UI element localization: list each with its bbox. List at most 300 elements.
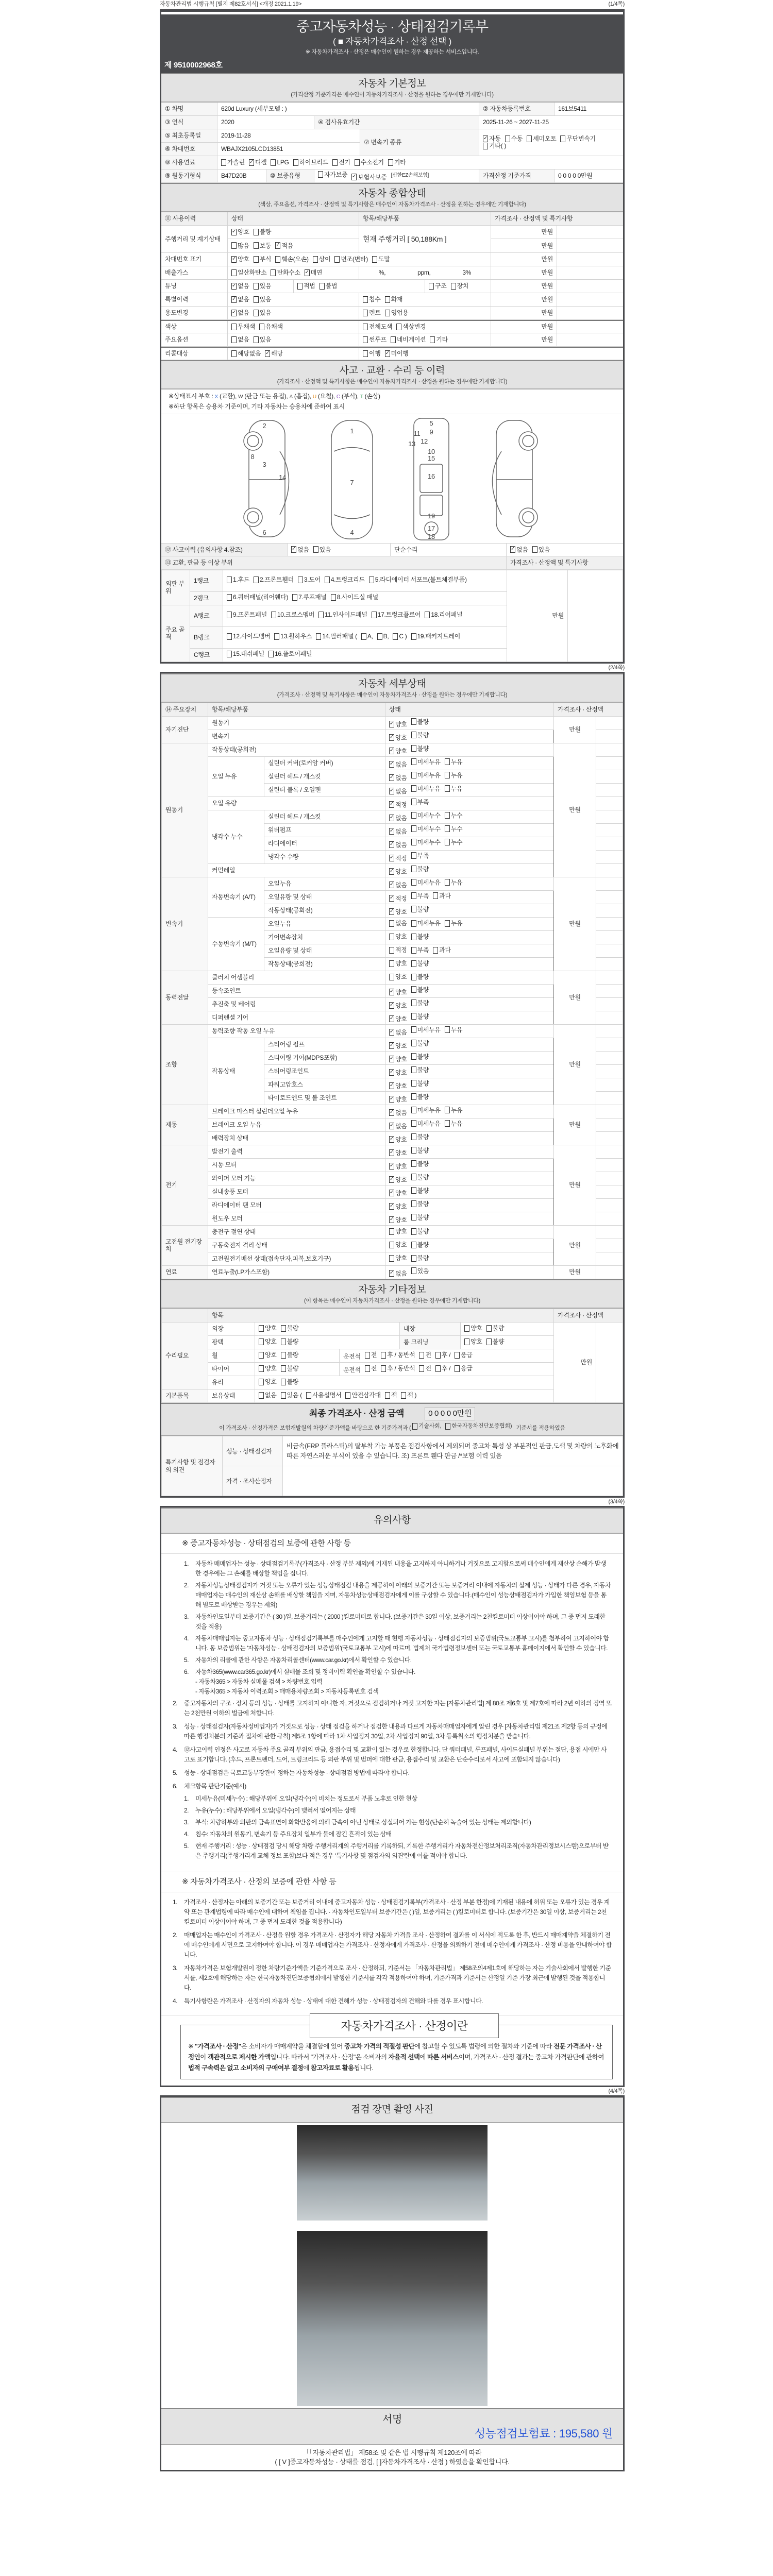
checkbox[interactable]: [391, 336, 396, 343]
checkbox[interactable]: [411, 920, 416, 927]
checked-checkbox[interactable]: ✓: [390, 761, 394, 767]
checkbox-option[interactable]: [254, 296, 272, 303]
checkbox-option[interactable]: [365, 1365, 377, 1372]
checkbox-option[interactable]: [231, 228, 249, 235]
checkbox[interactable]: [259, 1392, 264, 1399]
checkbox-option[interactable]: [435, 1365, 450, 1372]
checkbox-option[interactable]: [331, 592, 378, 602]
checkbox-option[interactable]: [389, 1069, 407, 1076]
checked-checkbox[interactable]: ✓: [390, 855, 394, 861]
checkbox-option[interactable]: [361, 632, 373, 641]
checkbox[interactable]: [365, 1365, 370, 1372]
checkbox[interactable]: [227, 651, 232, 657]
checkbox-option[interactable]: [411, 866, 429, 873]
checkbox-option[interactable]: [411, 1120, 441, 1127]
checkbox[interactable]: [271, 159, 276, 166]
checkbox-option[interactable]: [411, 745, 429, 752]
checkbox[interactable]: [411, 745, 416, 752]
checkbox-option[interactable]: [464, 1325, 482, 1332]
checkbox-option[interactable]: [445, 839, 463, 846]
checkbox-option[interactable]: [306, 1392, 341, 1399]
checked-checkbox[interactable]: ✓: [390, 1029, 394, 1035]
checkbox-option[interactable]: [389, 1190, 407, 1197]
checkbox[interactable]: [560, 135, 565, 142]
checkbox[interactable]: [313, 546, 318, 553]
checkbox-option[interactable]: [411, 812, 441, 819]
checked-checkbox[interactable]: ✓: [390, 1123, 394, 1129]
checkbox-option[interactable]: [281, 1338, 299, 1345]
checkbox[interactable]: [281, 1365, 286, 1372]
checked-checkbox[interactable]: ✓: [390, 748, 394, 754]
checkbox-option[interactable]: [429, 282, 447, 290]
checkbox[interactable]: [306, 1392, 311, 1399]
checkbox[interactable]: [425, 612, 430, 618]
checkbox-option[interactable]: [486, 1325, 505, 1332]
checked-checkbox[interactable]: ✓: [390, 1002, 394, 1008]
checked-checkbox[interactable]: ✓: [390, 1176, 394, 1182]
checkbox[interactable]: [365, 1352, 370, 1359]
checkbox-option[interactable]: [259, 323, 283, 330]
checkbox-option[interactable]: [411, 1066, 429, 1074]
checkbox-option[interactable]: [227, 632, 270, 641]
checkbox[interactable]: [433, 892, 438, 899]
checked-checkbox[interactable]: ✓: [232, 282, 237, 289]
checkbox-option[interactable]: [231, 269, 266, 276]
checkbox[interactable]: [227, 612, 232, 618]
checkbox-option[interactable]: [227, 592, 288, 602]
checkbox[interactable]: [389, 1228, 394, 1235]
checkbox-option[interactable]: [227, 610, 267, 620]
checkbox[interactable]: [259, 324, 264, 330]
checkbox[interactable]: [411, 892, 416, 899]
checkbox[interactable]: [231, 269, 237, 276]
checkbox-option[interactable]: [271, 610, 314, 620]
checkbox[interactable]: [254, 283, 259, 290]
checkbox-option[interactable]: [271, 159, 289, 166]
checkbox[interactable]: [318, 612, 324, 618]
checked-checkbox[interactable]: ✓: [352, 174, 357, 180]
checkbox[interactable]: [363, 296, 368, 303]
checkbox-option[interactable]: [231, 323, 255, 330]
checked-checkbox[interactable]: ✓: [292, 546, 296, 552]
checkbox-option[interactable]: [425, 610, 462, 620]
checkbox-option[interactable]: [389, 1176, 407, 1183]
checkbox[interactable]: [389, 960, 394, 967]
checkbox[interactable]: [445, 1120, 450, 1127]
checkbox-option[interactable]: [455, 1351, 473, 1359]
checkbox-option[interactable]: [231, 296, 249, 303]
checkbox-option[interactable]: [389, 1270, 407, 1277]
checkbox-option[interactable]: [259, 1351, 277, 1359]
checkbox[interactable]: [411, 1147, 416, 1154]
checkbox[interactable]: [411, 906, 416, 912]
checkbox[interactable]: [445, 839, 450, 845]
checkbox-option[interactable]: [389, 1255, 407, 1262]
checkbox-option[interactable]: [411, 973, 429, 980]
checkbox[interactable]: [419, 1352, 424, 1359]
checkbox-option[interactable]: [231, 256, 249, 263]
checkbox[interactable]: [411, 986, 416, 993]
checkbox-option[interactable]: [401, 1392, 416, 1399]
checkbox-option[interactable]: [411, 732, 429, 739]
checkbox-option[interactable]: [389, 855, 407, 862]
checkbox-option[interactable]: [389, 973, 407, 980]
checkbox-option[interactable]: [381, 1351, 415, 1359]
checkbox[interactable]: [274, 633, 279, 640]
checkbox-option[interactable]: [385, 1392, 397, 1399]
checkbox[interactable]: [445, 920, 450, 927]
checkbox[interactable]: [372, 612, 377, 618]
checkbox-option[interactable]: [389, 1123, 407, 1130]
checkbox-option[interactable]: [281, 1392, 302, 1399]
checkbox[interactable]: [411, 974, 416, 980]
checked-checkbox[interactable]: ✓: [390, 788, 394, 794]
checkbox-option[interactable]: [389, 908, 407, 916]
checkbox-option[interactable]: [389, 1216, 407, 1224]
checkbox-option[interactable]: [254, 228, 272, 235]
checkbox-option[interactable]: [389, 828, 407, 835]
checkbox[interactable]: [411, 879, 416, 886]
checkbox[interactable]: [532, 546, 537, 553]
checkbox-option[interactable]: [389, 960, 407, 967]
checkbox-option[interactable]: [389, 748, 407, 755]
checkbox[interactable]: [411, 732, 416, 738]
checkbox[interactable]: [227, 633, 232, 640]
checkbox-option[interactable]: [318, 610, 367, 620]
checkbox-option[interactable]: [389, 774, 407, 782]
checkbox[interactable]: [445, 758, 450, 765]
checkbox-option[interactable]: [254, 575, 294, 585]
checkbox-option[interactable]: [389, 734, 407, 741]
checkbox-option[interactable]: [389, 1002, 407, 1009]
checkbox-option[interactable]: [532, 546, 550, 553]
checkbox-option[interactable]: [445, 785, 463, 792]
checkbox[interactable]: [254, 336, 259, 343]
checkbox[interactable]: [231, 242, 237, 249]
checkbox-option[interactable]: [389, 788, 407, 795]
checkbox-option[interactable]: [396, 323, 426, 330]
checkbox-option[interactable]: [411, 1255, 429, 1262]
checkbox[interactable]: [254, 310, 259, 316]
checkbox[interactable]: [372, 256, 377, 263]
checkbox[interactable]: [221, 159, 226, 166]
checkbox[interactable]: [445, 1026, 450, 1033]
checkbox-option[interactable]: [377, 632, 389, 641]
checkbox-option[interactable]: [411, 999, 429, 1007]
checkbox[interactable]: [389, 974, 394, 980]
checkbox[interactable]: [254, 577, 259, 583]
checkbox-option[interactable]: [293, 159, 328, 166]
checkbox-option[interactable]: [411, 933, 429, 940]
checkbox[interactable]: [419, 1365, 424, 1372]
checkbox[interactable]: [259, 1338, 264, 1345]
checkbox-option[interactable]: [411, 1214, 429, 1221]
checkbox[interactable]: [313, 256, 318, 263]
checkbox-option[interactable]: [305, 269, 323, 276]
checkbox[interactable]: [411, 1267, 416, 1274]
checkbox-option[interactable]: [505, 135, 523, 142]
checkbox-option[interactable]: [391, 336, 426, 343]
checkbox-option[interactable]: [271, 269, 300, 276]
checkbox-option[interactable]: [411, 1160, 429, 1167]
checkbox-option[interactable]: [411, 1013, 429, 1020]
checkbox[interactable]: [411, 1174, 416, 1180]
checkbox-option[interactable]: [445, 825, 463, 833]
checkbox-option[interactable]: [393, 632, 407, 641]
checkbox-option[interactable]: [483, 142, 506, 149]
checkbox[interactable]: [396, 324, 401, 330]
checkbox[interactable]: [385, 296, 390, 303]
checkbox-option[interactable]: [411, 1040, 429, 1047]
checkbox-option[interactable]: [231, 309, 249, 316]
checked-checkbox[interactable]: ✓: [390, 989, 394, 995]
checked-checkbox[interactable]: ✓: [390, 1203, 394, 1209]
checkbox-option[interactable]: [411, 960, 429, 967]
checkbox[interactable]: [363, 336, 368, 343]
checkbox[interactable]: [411, 1228, 416, 1235]
checkbox-option[interactable]: [389, 1082, 407, 1090]
checkbox-option[interactable]: [411, 839, 441, 846]
checkbox[interactable]: [445, 812, 450, 819]
checkbox[interactable]: [411, 1107, 416, 1113]
checkbox[interactable]: [411, 1187, 416, 1194]
checkbox[interactable]: [445, 785, 450, 792]
checkbox-option[interactable]: [281, 1325, 299, 1332]
checkbox[interactable]: [445, 879, 450, 886]
checkbox-option[interactable]: [281, 1365, 299, 1372]
checkbox-option[interactable]: [389, 1109, 407, 1116]
checkbox[interactable]: [389, 1255, 394, 1262]
checkbox[interactable]: [445, 825, 450, 832]
checked-checkbox[interactable]: ✓: [390, 801, 394, 807]
checkbox-option[interactable]: [411, 772, 441, 779]
checkbox[interactable]: [271, 269, 276, 276]
checkbox-option[interactable]: [445, 772, 463, 779]
checkbox[interactable]: [505, 135, 510, 142]
checkbox-option[interactable]: [389, 815, 407, 822]
checked-checkbox[interactable]: ✓: [305, 269, 309, 275]
checked-checkbox[interactable]: ✓: [390, 828, 394, 834]
checkbox[interactable]: [430, 336, 435, 343]
checkbox-option[interactable]: [389, 933, 407, 940]
checkbox-option[interactable]: [445, 879, 463, 886]
checkbox[interactable]: [411, 839, 416, 845]
checkbox[interactable]: [411, 758, 416, 765]
checkbox[interactable]: [411, 1053, 416, 1060]
checkbox-option[interactable]: [227, 649, 264, 659]
checkbox-option[interactable]: [389, 841, 407, 849]
checkbox-option[interactable]: [355, 159, 384, 166]
checkbox[interactable]: [363, 350, 368, 357]
checked-checkbox[interactable]: ✓: [390, 868, 394, 874]
checkbox-option[interactable]: [363, 296, 381, 303]
checkbox-option[interactable]: [433, 892, 451, 900]
checkbox-option[interactable]: [411, 1133, 429, 1141]
checkbox-option[interactable]: [259, 1365, 277, 1372]
checkbox-option[interactable]: [389, 1136, 407, 1143]
checkbox[interactable]: [381, 1352, 386, 1359]
checkbox-option[interactable]: [297, 282, 315, 290]
checkbox[interactable]: [411, 960, 416, 967]
checkbox[interactable]: [281, 1338, 286, 1345]
checkbox[interactable]: [318, 171, 323, 178]
checkbox-option[interactable]: [254, 309, 272, 316]
checkbox-option[interactable]: [411, 1053, 429, 1060]
checked-checkbox[interactable]: ✓: [390, 895, 394, 901]
checkbox-option[interactable]: [275, 242, 293, 249]
checkbox-option[interactable]: [363, 350, 381, 357]
checkbox[interactable]: [411, 799, 416, 805]
checkbox-option[interactable]: [411, 825, 441, 833]
checkbox-option[interactable]: [388, 159, 406, 166]
checkbox-option[interactable]: [249, 159, 267, 166]
checkbox[interactable]: [411, 1013, 416, 1020]
checked-checkbox[interactable]: ✓: [390, 1216, 394, 1223]
checked-checkbox[interactable]: ✓: [390, 1149, 394, 1156]
checkbox-option[interactable]: [389, 1029, 407, 1036]
checkbox-option[interactable]: [411, 1080, 429, 1087]
checkbox[interactable]: [411, 1066, 416, 1073]
checkbox-option[interactable]: [221, 159, 245, 166]
checkbox-option[interactable]: [464, 1338, 482, 1345]
checkbox-option[interactable]: [430, 336, 448, 343]
checkbox-option[interactable]: [231, 242, 249, 249]
checkbox[interactable]: [293, 159, 298, 166]
checkbox[interactable]: [486, 1338, 492, 1345]
checkbox-option[interactable]: [445, 1107, 463, 1114]
checkbox-option[interactable]: [411, 852, 429, 859]
checkbox[interactable]: [259, 1365, 264, 1372]
checkbox-option[interactable]: [369, 575, 467, 585]
checkbox-option[interactable]: [318, 171, 347, 178]
checked-checkbox[interactable]: ✓: [390, 1069, 394, 1075]
checkbox-option[interactable]: [483, 135, 501, 142]
checkbox[interactable]: [259, 1379, 264, 1385]
checkbox[interactable]: [334, 256, 340, 263]
checkbox-option[interactable]: [412, 1423, 441, 1430]
checkbox-option[interactable]: [313, 546, 331, 553]
checkbox[interactable]: [325, 577, 330, 583]
checkbox[interactable]: [254, 229, 259, 235]
checkbox[interactable]: [363, 324, 368, 330]
checkbox-option[interactable]: [389, 895, 407, 902]
checkbox-option[interactable]: [332, 159, 350, 166]
checkbox[interactable]: [464, 1325, 469, 1332]
checkbox-option[interactable]: [381, 1365, 415, 1372]
checkbox-option[interactable]: [259, 1338, 277, 1345]
checkbox[interactable]: [388, 159, 393, 166]
checkbox-option[interactable]: [411, 1241, 429, 1248]
checkbox[interactable]: [320, 283, 325, 290]
checkbox-option[interactable]: [451, 282, 469, 290]
checkbox-option[interactable]: [345, 1392, 380, 1399]
checkbox-option[interactable]: [231, 282, 249, 290]
checkbox[interactable]: [411, 1200, 416, 1207]
checkbox[interactable]: [411, 825, 416, 832]
checkbox[interactable]: [254, 256, 259, 263]
checkbox[interactable]: [381, 1365, 386, 1372]
checkbox-option[interactable]: [298, 575, 321, 585]
checked-checkbox[interactable]: ✓: [390, 1109, 394, 1115]
checkbox-option[interactable]: [445, 758, 463, 766]
checkbox-option[interactable]: [320, 282, 338, 290]
checkbox[interactable]: [298, 577, 303, 583]
checked-checkbox[interactable]: ✓: [483, 135, 488, 141]
checkbox-option[interactable]: [254, 256, 272, 263]
checkbox-option[interactable]: [389, 1163, 407, 1170]
checkbox-option[interactable]: [411, 1093, 429, 1100]
checkbox-option[interactable]: [227, 575, 249, 585]
checked-checkbox[interactable]: ✓: [265, 350, 270, 356]
checkbox[interactable]: [411, 852, 416, 859]
checkbox-option[interactable]: [325, 575, 365, 585]
checkbox-option[interactable]: [259, 1378, 277, 1385]
checkbox-option[interactable]: [411, 879, 441, 886]
checkbox-option[interactable]: [389, 882, 407, 889]
checkbox-option[interactable]: [363, 323, 392, 330]
checkbox-option[interactable]: [334, 256, 368, 263]
checked-checkbox[interactable]: ✓: [276, 242, 280, 248]
checkbox[interactable]: [455, 1365, 460, 1372]
checkbox-option[interactable]: [435, 1351, 450, 1359]
checkbox-option[interactable]: [445, 920, 463, 927]
checkbox-option[interactable]: [372, 256, 390, 263]
checkbox-option[interactable]: [254, 242, 272, 249]
checkbox-option[interactable]: [259, 1325, 277, 1332]
checkbox-option[interactable]: [231, 350, 261, 357]
checkbox-option[interactable]: [411, 1200, 429, 1208]
checkbox-option[interactable]: [389, 946, 407, 954]
checkbox[interactable]: [411, 1080, 416, 1087]
checked-checkbox[interactable]: ✓: [232, 228, 237, 234]
checkbox[interactable]: [411, 1242, 416, 1248]
checked-checkbox[interactable]: ✓: [232, 256, 237, 262]
checkbox-option[interactable]: [445, 1026, 463, 1033]
checked-checkbox[interactable]: ✓: [390, 1042, 394, 1048]
checkbox[interactable]: [369, 577, 374, 583]
checkbox-option[interactable]: [274, 632, 312, 641]
checked-checkbox[interactable]: ✓: [390, 774, 394, 781]
checkbox-option[interactable]: [411, 718, 429, 725]
checkbox[interactable]: [355, 159, 360, 166]
checkbox[interactable]: [231, 324, 237, 330]
checkbox[interactable]: [385, 310, 390, 316]
checkbox[interactable]: [483, 143, 488, 149]
checkbox-option[interactable]: [254, 336, 272, 343]
checkbox-option[interactable]: [411, 892, 429, 900]
checkbox-option[interactable]: [486, 1338, 505, 1345]
checkbox-option[interactable]: [411, 986, 429, 993]
checkbox[interactable]: [411, 718, 416, 725]
checkbox-option[interactable]: [268, 649, 312, 659]
checked-checkbox[interactable]: ✓: [390, 1082, 394, 1089]
checkbox-option[interactable]: [389, 1015, 407, 1023]
checked-checkbox[interactable]: ✓: [232, 309, 237, 315]
checkbox[interactable]: [231, 336, 237, 343]
checkbox-option[interactable]: [275, 256, 309, 263]
checkbox[interactable]: [259, 1325, 264, 1332]
checkbox-option[interactable]: [281, 1351, 299, 1359]
checkbox[interactable]: [281, 1325, 286, 1332]
checkbox-option[interactable]: [411, 1026, 441, 1033]
checked-checkbox[interactable]: ✓: [390, 1136, 394, 1142]
checkbox-option[interactable]: [455, 1365, 473, 1372]
checkbox[interactable]: [254, 242, 259, 249]
checkbox[interactable]: [445, 772, 450, 778]
checkbox[interactable]: [411, 772, 416, 778]
checkbox-option[interactable]: [419, 1365, 431, 1372]
checked-checkbox[interactable]: ✓: [390, 815, 394, 821]
